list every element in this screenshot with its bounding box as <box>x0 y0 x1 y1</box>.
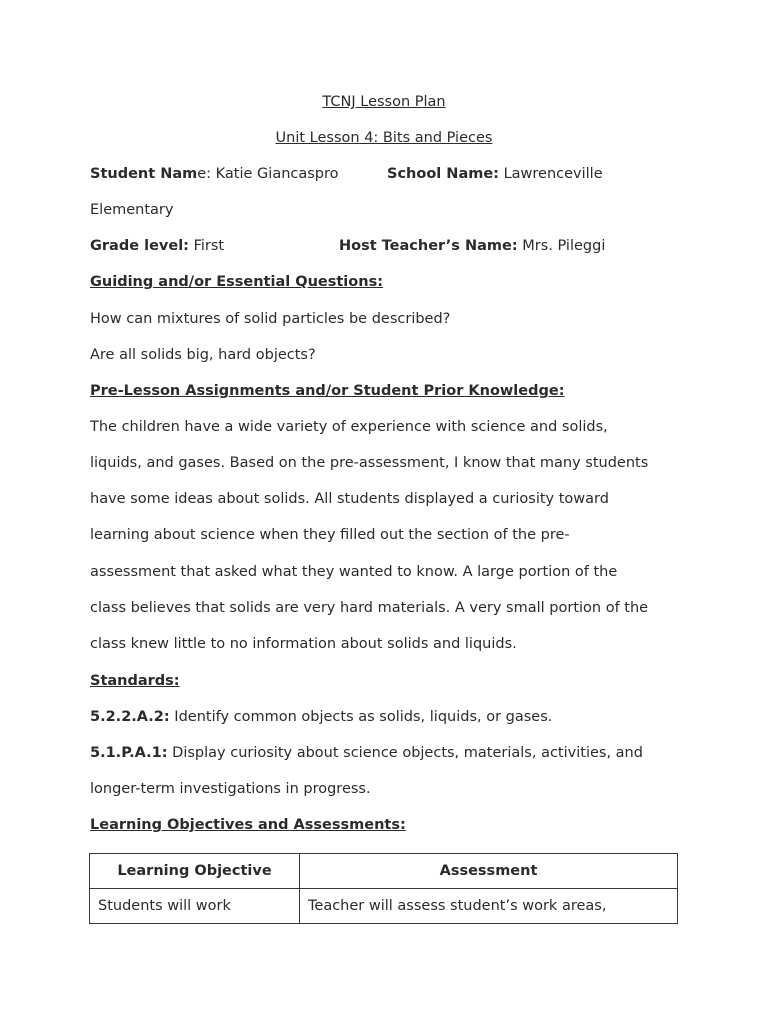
student-name-row <box>90 164 339 184</box>
standard-code: 5.1.P.A.1: <box>90 745 168 761</box>
table-row <box>90 889 678 924</box>
prelesson-text-line: The children have a wide variety of experience with science and solids, <box>90 419 608 435</box>
prelesson-text-line: have some ideas about solids. All students displayed a curiosity toward <box>90 491 609 507</box>
standard-code: 5.2.2.A.2: <box>90 709 170 725</box>
prelesson-heading: Pre-Lesson Assignments and/or Student Prior Knowledge: <box>90 383 565 399</box>
guiding-question: How can mixtures of solid particles be described? <box>90 311 451 327</box>
grade-level-value: First <box>188 238 225 254</box>
grade-level-label: Grade level: <box>90 238 189 254</box>
school-name-label: School Name: <box>387 166 499 182</box>
standard-text: Display curiosity about science objects, materials, activities, and <box>167 745 643 761</box>
table-cell: Students will work <box>90 889 300 924</box>
student-name-value: Katie Giancaspro <box>215 166 339 182</box>
column-header-assessment: Assessment <box>300 854 678 889</box>
objectives-heading: Learning Objectives and Assessments: <box>90 817 406 833</box>
host-teacher-label: Host Teacher’s Name: <box>339 238 518 254</box>
prelesson-text-line: liquids, and gases. Based on the pre-assessment, I know that many students <box>90 455 649 471</box>
standard-item <box>90 743 643 763</box>
unit-lesson-title: Unit Lesson 4: Bits and Pieces <box>275 130 493 146</box>
guiding-questions-heading: Guiding and/or Essential Questions: <box>90 274 383 290</box>
column-header-learning-objective: Learning Objective <box>90 854 300 889</box>
school-name-value: Lawrenceville <box>498 166 603 182</box>
grade-level-row <box>90 236 224 256</box>
school-name-row <box>387 164 603 184</box>
prelesson-text-line: learning about science when they filled out the section of the pre- <box>90 527 570 543</box>
school-name-continuation: Elementary <box>90 202 174 218</box>
table-header-row <box>90 854 678 889</box>
prelesson-text-line: assessment that asked what they wanted to know. A large portion of the <box>90 564 618 580</box>
guiding-question: Are all solids big, hard objects? <box>90 347 316 363</box>
host-teacher-row <box>339 236 605 256</box>
host-teacher-value: Mrs. Pileggi <box>517 238 606 254</box>
prelesson-text-line: class believes that solids are very hard materials. A very small portion of the <box>90 600 649 616</box>
objectives-table <box>89 853 678 924</box>
standard-item <box>90 707 552 727</box>
standards-heading: Standards: <box>90 673 180 689</box>
student-name-label: Student Nam <box>90 166 198 182</box>
standard-text: Identify common objects as solids, liquids, or gases. <box>169 709 553 725</box>
standard-item-continuation: longer-term investigations in progress. <box>90 781 371 797</box>
document-title: TCNJ Lesson Plan <box>322 94 446 110</box>
student-name-label-rest: e: <box>197 166 216 182</box>
prelesson-text-line: class knew little to no information about solids and liquids. <box>90 636 517 652</box>
table-cell: Teacher will assess student’s work areas, <box>300 889 678 924</box>
